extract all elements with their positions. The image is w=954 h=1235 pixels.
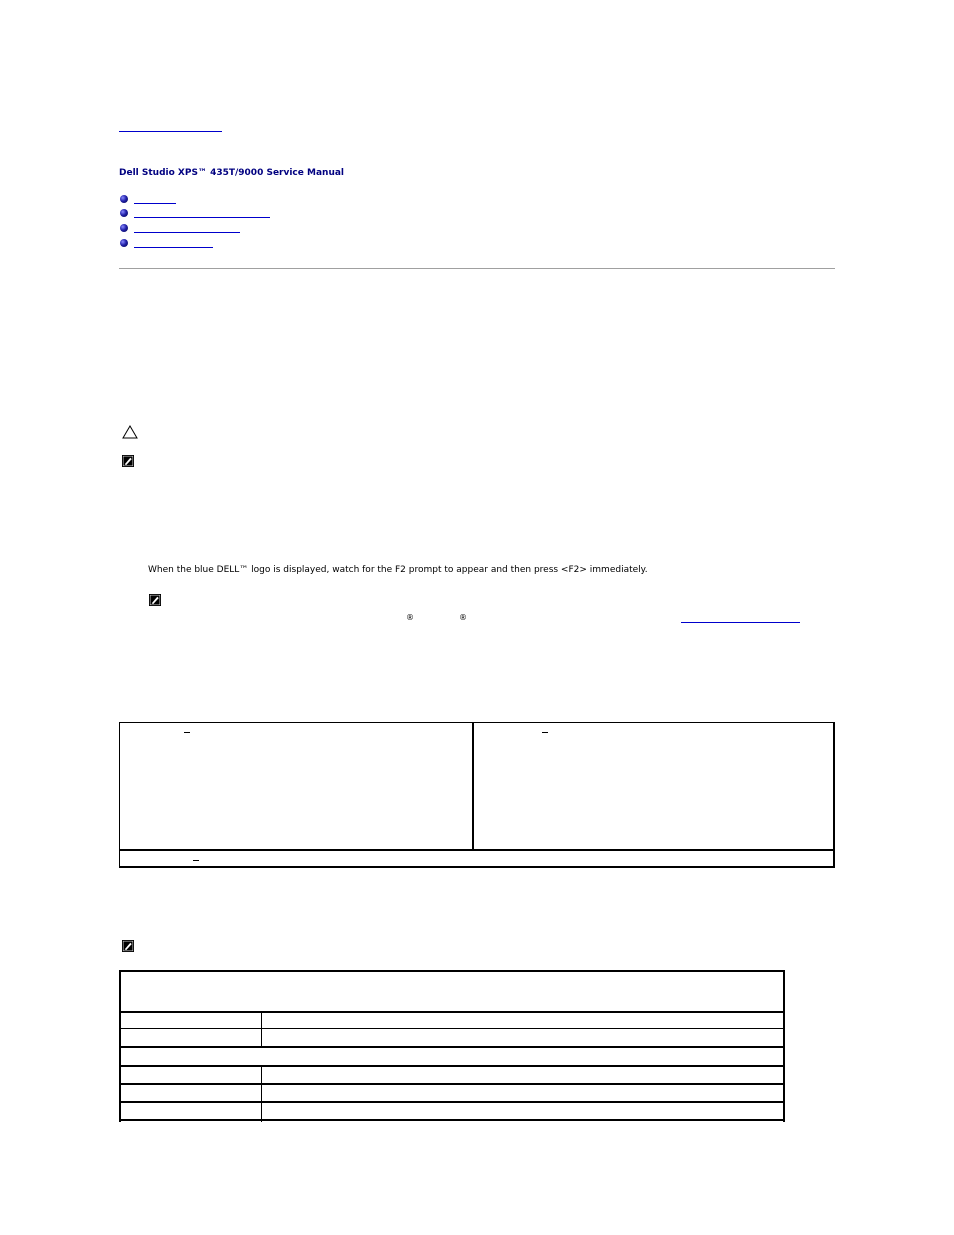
turning-off-computer-link[interactable] <box>681 622 800 623</box>
table-row-divider <box>119 1119 785 1121</box>
back-to-contents-link[interactable] <box>119 131 222 132</box>
table-row-divider <box>119 1101 785 1103</box>
bullet-icon <box>120 239 128 247</box>
bullet-icon <box>120 224 128 232</box>
setup-screen-column-divider <box>472 722 474 850</box>
options-field-marker <box>542 732 548 733</box>
caution-icon <box>122 425 138 439</box>
table-row-divider <box>119 1065 785 1067</box>
table-header-divider <box>119 1011 785 1013</box>
f2-instruction: When the blue DELL™ logo is displayed, watch for the F2 prompt to appear and then press <F2> immediately. <box>148 565 648 575</box>
table-column-divider <box>261 1012 262 1048</box>
bullet-icon <box>120 195 128 203</box>
toc-link-setup-screens[interactable] <box>134 232 240 233</box>
options-list-marker <box>184 732 190 733</box>
note-icon <box>122 455 134 467</box>
note-icon <box>149 594 161 606</box>
toc-link-setup-options[interactable] <box>134 247 213 248</box>
toc-link-overview[interactable] <box>134 203 176 204</box>
setup-screen-row-divider <box>119 849 835 851</box>
table-row-divider <box>119 1046 785 1048</box>
table-row-divider <box>119 1028 785 1029</box>
toc-link-entering-setup[interactable] <box>134 217 270 218</box>
section-divider <box>119 268 835 269</box>
table-column-divider <box>261 1066 262 1122</box>
bullet-icon <box>120 209 128 217</box>
note-icon <box>122 940 134 952</box>
table-row-divider <box>119 1083 785 1085</box>
key-functions-marker <box>193 860 199 861</box>
table-top-border <box>119 970 785 972</box>
registered-mark: ® <box>406 613 414 622</box>
registered-mark: ® <box>459 613 467 622</box>
setup-screen-outer-box <box>119 722 835 868</box>
manual-title: Dell Studio XPS™ 435T/9000 Service Manual <box>119 168 345 178</box>
